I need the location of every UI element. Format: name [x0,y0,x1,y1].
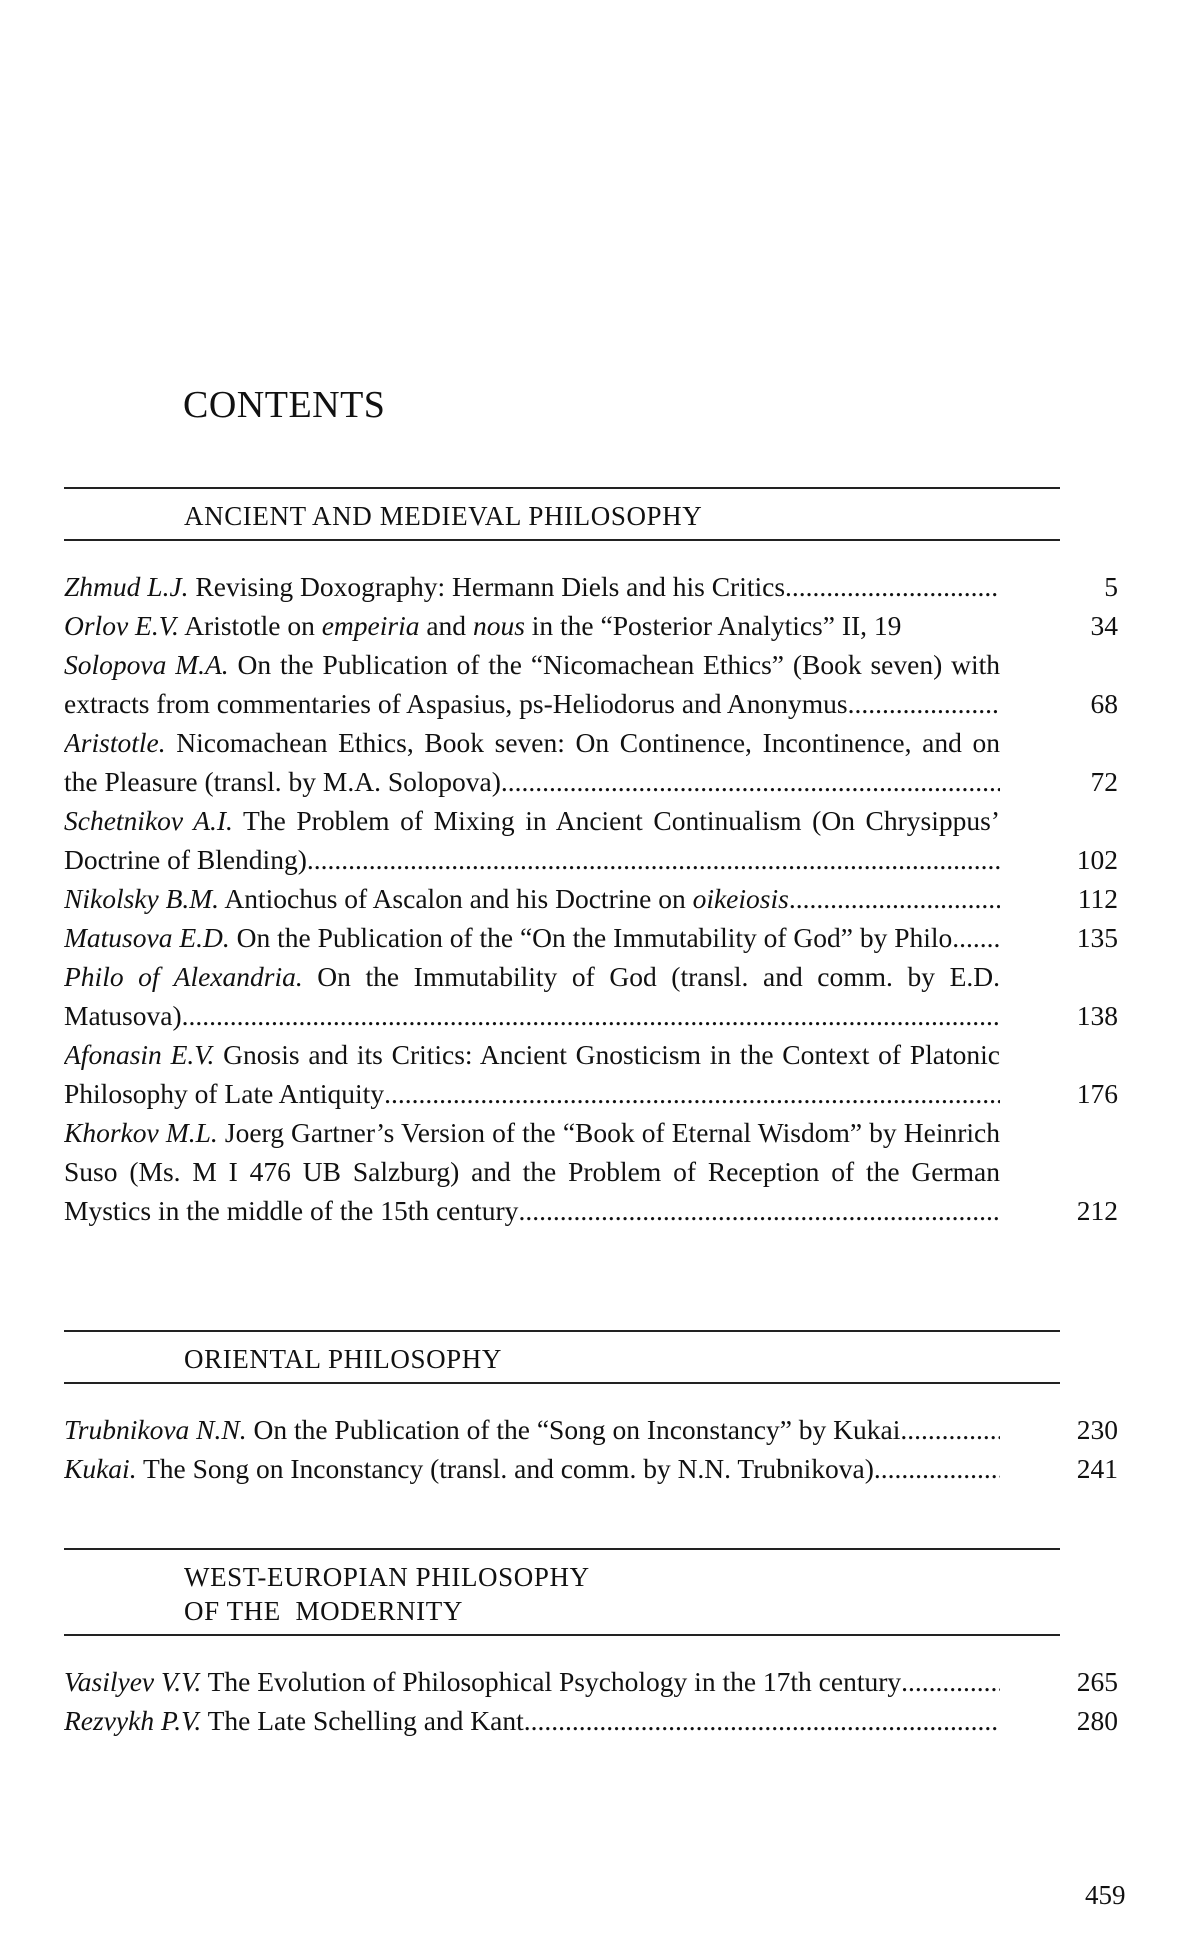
entry-title [64,645,1000,723]
entry-page: 138 [1076,1000,1118,1031]
toc-entry[interactable] [64,1662,1118,1701]
toc-entry[interactable] [64,1035,1118,1113]
entry-title [64,1035,1000,1113]
entry-title-text: On the Immutability of God (transl. and comm. by E.D. Matusova) [64,961,1000,1031]
entry-page: 280 [1076,1705,1118,1736]
page-title: CONTENTS [183,384,386,426]
entry-title [64,567,1000,606]
contents-section [64,1330,1118,1488]
section-heading-line: OF THE MODERNITY [184,1596,463,1626]
entry-title [64,1662,1000,1701]
entry-author: Schetnikov A.I. [64,805,233,836]
entry-author: Zhmud L.J. [64,571,189,602]
entry-page: 68 [1090,688,1118,719]
entry-author: Kukai. [64,1453,137,1484]
entry-title-text: in the “Posterior Analytics” II, 19 [524,610,902,641]
contents-section [64,487,1118,1230]
toc-entry[interactable] [64,1410,1118,1449]
contents-section [64,1548,1118,1740]
entry-author: Solopova M.A. [64,649,229,680]
entry-page: 176 [1076,1078,1118,1109]
page-number: 459 [1085,1880,1126,1910]
entry-title-text: and [419,610,473,641]
toc-entry[interactable] [64,567,1118,606]
entry-title-text: Revising Doxography: Hermann Diels and his Critics [188,571,786,602]
entry-author: Nikolsky B.M. [64,883,220,914]
toc-entry[interactable] [64,645,1118,723]
entry-title-text: Aristotle on [178,610,322,641]
entry-title [64,1410,1000,1449]
entry-title-text: The Evolution of Philosophical Psychology in the 17th century [201,1666,902,1697]
toc-entry[interactable] [64,879,1118,918]
entry-term: nous [472,610,525,641]
entry-author: Orlov E.V. [64,610,179,641]
entry-page: 265 [1076,1666,1118,1697]
entry-title [64,1701,1000,1740]
entry-author: Rezvykh P.V. [64,1705,202,1736]
entry-title-text: Nicomachean Ethics, Book seven: On Continence, Incontinence, and on the Pleasure (transl. by M.A. Solopova) [64,727,1000,797]
entry-page: 230 [1076,1414,1118,1445]
section-heading-line: ORIENTAL PHILOSOPHY [184,1344,502,1374]
entry-title [64,606,1000,645]
toc-entry[interactable] [64,1701,1118,1740]
entry-title-text: Antiochus of Ascalon and his Doctrine on [219,883,693,914]
entry-term: empeiria [321,610,420,641]
entry-title [64,1113,1000,1230]
entry-term: oikeiosis [692,883,789,914]
entry-author: Afonasin E.V. [64,1039,215,1070]
section-heading [64,487,1060,541]
entry-page: 34 [1090,610,1118,641]
toc-entry[interactable] [64,723,1118,801]
entry-title [64,918,1000,957]
entry-author: Philo of Alexandria. [64,961,303,992]
entry-title-text: The Problem of Mixing in Ancient Continualism (On Chrysippus’ Doctrine of Blending) [64,805,1000,875]
entry-title-text: Gnosis and its Critics: Ancient Gnosticism in the Context of Platonic Philosophy of Late Antiquity [64,1039,1000,1109]
entry-title [64,723,1000,801]
entry-author: Aristotle. [64,727,166,758]
entry-title [64,801,1000,879]
entry-page: 102 [1076,844,1118,875]
entry-page: 135 [1076,922,1118,953]
entry-title [64,1449,1000,1488]
entry-page: 5 [1104,571,1118,602]
toc-entry[interactable] [64,1113,1118,1230]
entry-title-text: The Late Schelling and Kant [201,1705,524,1736]
entry-page: 72 [1090,766,1118,797]
entry-page: 241 [1076,1453,1118,1484]
toc-entry[interactable] [64,606,1118,645]
entry-title-text: On the Publication of the “Song on Inconstancy” by Kukai [246,1414,901,1445]
entry-page: 212 [1076,1195,1118,1226]
entry-title-text: The Song on Inconstancy (transl. and comm. by N.N. Trubnikova) [136,1453,874,1484]
entry-title-text: Joerg Gartner’s Version of the “Book of Eternal Wisdom” by Heinrich Suso (Ms. M I 476 UB Salzburg) and the Problem of Reception of the German Mystics in the middle of the 15th century [64,1117,1000,1226]
entry-title [64,879,1000,918]
entry-page: 112 [1077,883,1118,914]
section-heading-line: WEST-EUROPIAN PHILOSOPHY [184,1562,590,1592]
entry-title-text: On the Publication of the “Nicomachean Ethics” (Book seven) with extracts from commentaries of Aspasius, ps-Heliodorus and Anonymus [64,649,1000,719]
toc-entry[interactable] [64,1449,1118,1488]
section-heading [64,1548,1060,1636]
section-heading [64,1330,1060,1384]
entry-author: Trubnikova N.N. [64,1414,247,1445]
entry-title-text: On the Publication of the “On the Immutability of God” by Philo [229,922,953,953]
entry-author: Khorkov M.L. [64,1117,218,1148]
section-heading-line: ANCIENT AND MEDIEVAL PHILOSOPHY [184,501,703,531]
entry-author: Vasilyev V.V. [64,1666,202,1697]
toc-entry[interactable] [64,918,1118,957]
entry-author: Matusova E.D. [64,922,230,953]
toc-entry[interactable] [64,801,1118,879]
entry-title [64,957,1000,1035]
toc-entry[interactable] [64,957,1118,1035]
